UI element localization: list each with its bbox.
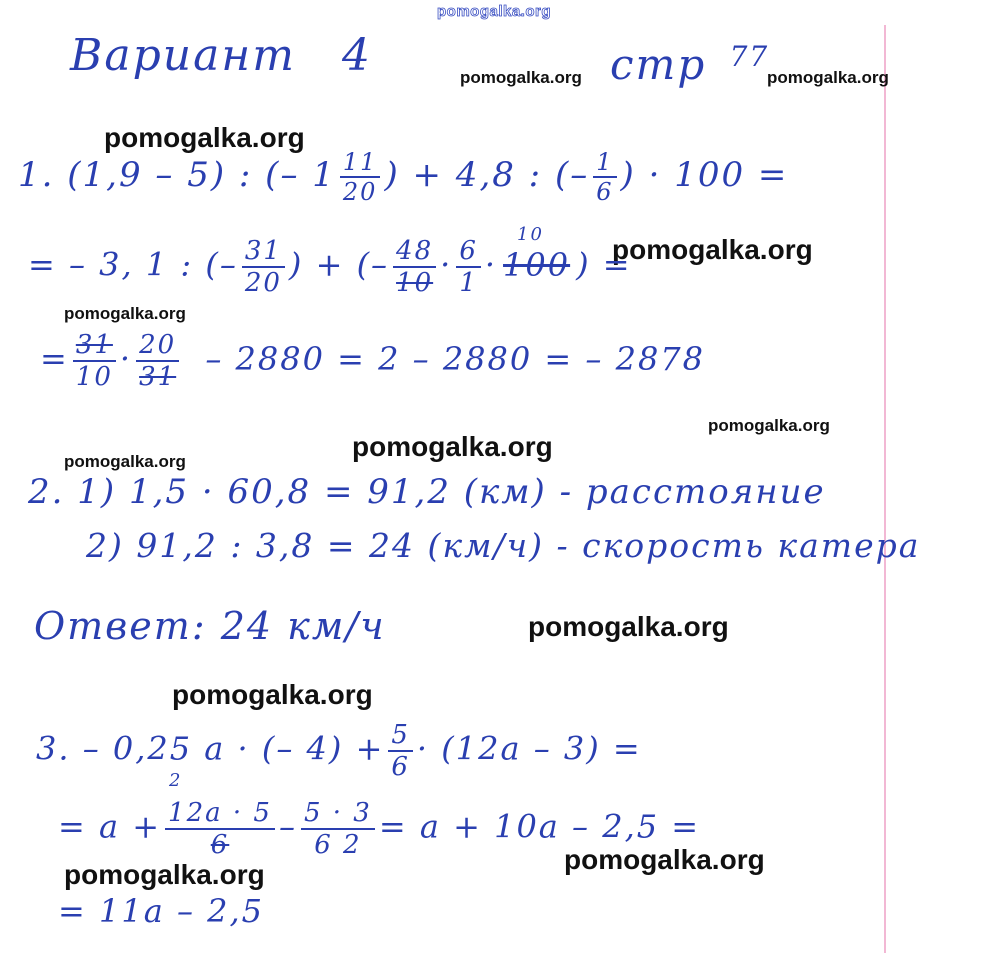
- watermark-task3-right: pomogalka.org: [564, 844, 765, 875]
- task1-line3-tail: – 2880 = 2 – 2880 = – 2878: [205, 339, 706, 378]
- task1-line2-fraction2: [393, 238, 436, 296]
- task3-line2-lead: = a +: [58, 807, 162, 846]
- task3-line2: [58, 770, 701, 860]
- watermark-answer: pomogalka.org: [528, 611, 729, 642]
- reduced-value: 2: [169, 770, 183, 791]
- watermark-task1-right: pomogalka.org: [612, 234, 813, 265]
- task1-line1-part-b: ) + 4,8 : (–: [384, 155, 590, 195]
- watermark-top: pomogalka.org: [437, 3, 552, 20]
- fraction-numerator: 20: [136, 332, 179, 362]
- fraction-denominator: 10: [75, 362, 113, 392]
- fraction-denominator: 6: [596, 178, 614, 206]
- watermark-task3-top: pomogalka.org: [172, 679, 373, 710]
- task1-mixed-fraction: [340, 150, 381, 204]
- task1-line1-part-c: ) · 100 =: [620, 155, 789, 195]
- task1-line2-hundred: [503, 223, 571, 284]
- task1-line1: [18, 150, 788, 204]
- multiply-dot: ·: [440, 245, 453, 284]
- variant-number: 4: [342, 30, 373, 81]
- task1-line2-mid: ) + (–: [288, 245, 390, 284]
- fraction-numerator: 48: [393, 238, 436, 268]
- fraction-denominator: 31: [139, 362, 177, 392]
- task1-line2: [28, 223, 632, 298]
- notebook-margin-line: [884, 25, 886, 953]
- fraction-numerator: 5 · 3: [301, 800, 375, 830]
- task2-answer: Ответ: 24 км/ч: [34, 604, 386, 648]
- watermark-task1-bottom: pomogalka.org: [708, 416, 830, 435]
- struck-value: 100: [503, 245, 571, 284]
- page-reference: [610, 40, 769, 89]
- task1-line3: [40, 332, 705, 390]
- fraction-denominator: 1: [459, 268, 478, 298]
- fraction-numerator: 31: [242, 238, 285, 268]
- page-number: 77: [729, 40, 770, 73]
- watermark-task1: pomogalka.org: [104, 122, 305, 153]
- task2-step1: 2. 1) 1,5 · 60,8 = 91,2 (км) - расстояние: [28, 472, 826, 512]
- task1-line3-fraction1: [73, 332, 116, 390]
- fraction-numerator: 1: [593, 150, 616, 178]
- task1-line1-part-a: (1,9 – 5) : (– 1: [67, 155, 336, 195]
- task3-line2-fraction1-wrap: [161, 770, 279, 860]
- fraction-denominator: 10: [396, 268, 434, 298]
- multiply-dot: ·: [119, 339, 133, 378]
- fraction-numerator: 31: [73, 332, 116, 362]
- watermark-task1-left: pomogalka.org: [64, 304, 186, 323]
- watermark-task2-top: pomogalka.org: [352, 431, 553, 462]
- minus-sign: –: [278, 807, 297, 846]
- fraction-denominator: 6: [391, 752, 410, 782]
- fraction-numerator: 6: [456, 238, 481, 268]
- task3-line2-fraction2: [301, 800, 375, 858]
- task3-line1-fraction: [388, 722, 413, 780]
- task3-line2-fraction1: [165, 800, 275, 858]
- fraction-denominator: 6 2: [314, 830, 362, 860]
- fraction-numerator: 11: [340, 150, 381, 178]
- variant-heading: [70, 30, 372, 81]
- watermark-header-right: pomogalka.org: [767, 68, 889, 87]
- fraction-denominator: 20: [244, 268, 282, 298]
- task3-line1-tail: · (12a – 3) =: [416, 729, 642, 768]
- fraction-numerator: 5: [388, 722, 413, 752]
- fraction-denominator: 20: [342, 178, 378, 206]
- variant-label: Вариант: [70, 30, 297, 81]
- watermark-task3-left: pomogalka.org: [64, 859, 265, 890]
- task1-line2-tail: ) =: [576, 245, 632, 284]
- task3-line1: [36, 722, 642, 780]
- task1-line3-fraction2: [136, 332, 179, 390]
- task1-fraction-one-sixth: [593, 150, 616, 204]
- task1-line3-lead: =: [40, 339, 69, 378]
- task3-line2-tail: = a + 10a – 2,5 =: [378, 807, 701, 846]
- task3-line3: = 11a – 2,5: [58, 892, 265, 930]
- reduced-value: 10: [517, 223, 544, 245]
- task1-line2-lead: = – 3, 1 : (–: [28, 245, 238, 284]
- task1-line2-fraction1: [242, 238, 285, 296]
- watermark-header-left: pomogalka.org: [460, 68, 582, 87]
- multiply-dot: ·: [484, 245, 498, 284]
- page-label: стр: [610, 40, 707, 89]
- watermark-task2-left: pomogalka.org: [64, 452, 186, 471]
- fraction-denominator: 6: [210, 830, 230, 860]
- task3-line1-lead: 3. – 0,25 a · (– 4) +: [36, 729, 385, 768]
- task1-number: 1.: [18, 155, 55, 195]
- fraction-numerator: 12a · 5: [165, 800, 275, 830]
- task2-step2: 2) 91,2 : 3,8 = 24 (км/ч) - скорость катера: [86, 526, 921, 565]
- task1-line2-fraction3: [456, 238, 481, 296]
